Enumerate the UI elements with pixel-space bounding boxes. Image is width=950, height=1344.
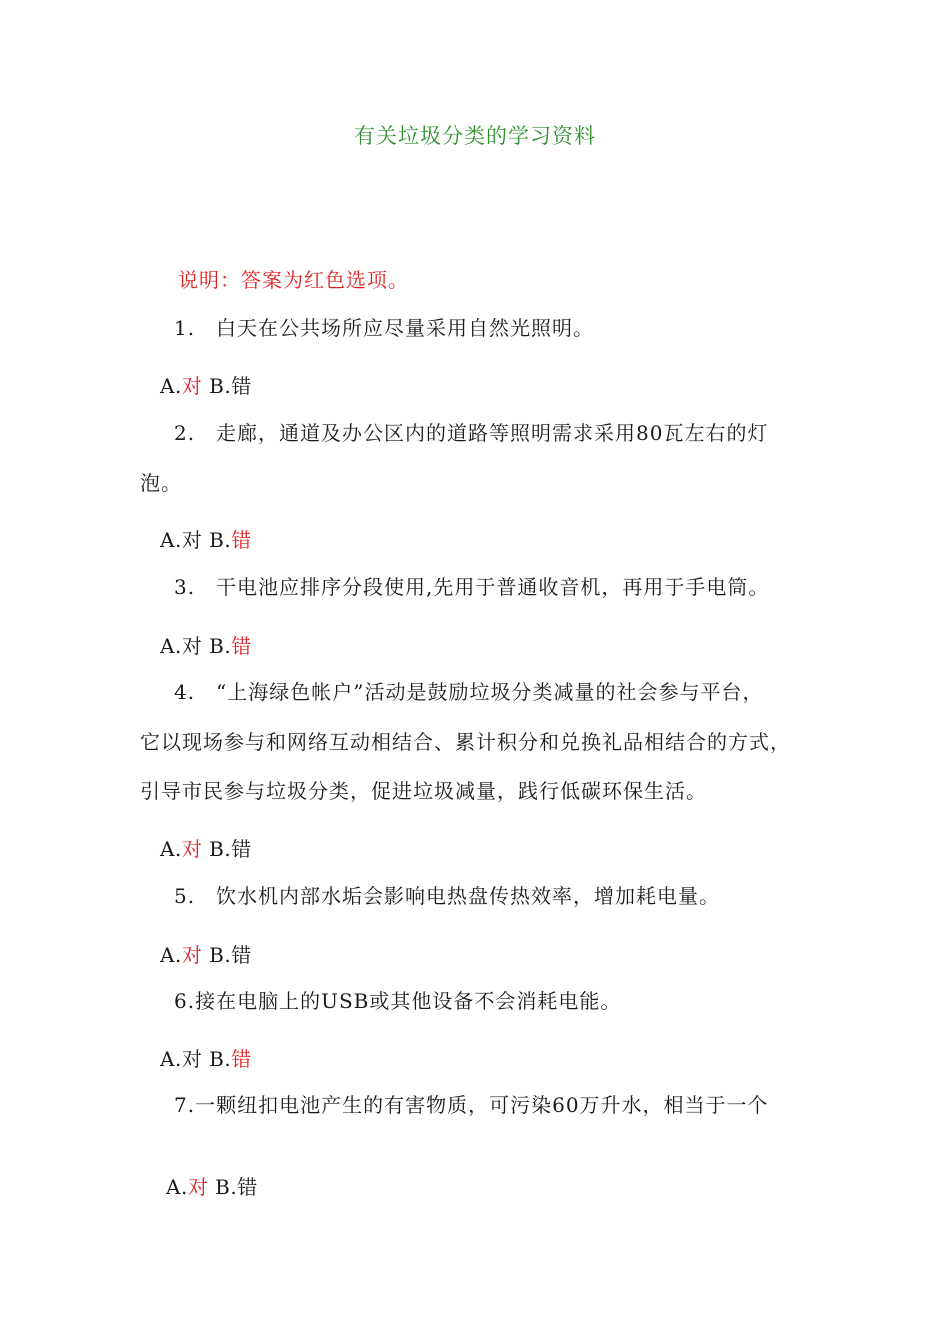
question-5 (174, 871, 720, 921)
option-a-label: 对 (181, 1047, 203, 1071)
option-a-label: 对 (181, 837, 203, 861)
option-b-label: 错 (231, 943, 252, 967)
question-text: 饮水机内部水垢会影响电热盘传热效率，增加耗电量。 (216, 884, 720, 908)
question-number: 4. (174, 680, 196, 704)
page-title: 有关垃圾分类的学习资料 (354, 124, 596, 148)
question-4-continued (140, 766, 707, 816)
question-text: “上海绿色帐户”活动是鼓励垃圾分类减量的社会参与平台， (216, 680, 764, 704)
question-text: 干电池应排序分段使用,先用于普通收音机，再用于手电筒。 (216, 575, 770, 599)
option-a-label: 对 (181, 528, 203, 552)
question-number: 6. (174, 989, 196, 1013)
question-number: 7. (174, 1093, 196, 1117)
option-b-prefix: B. (209, 837, 232, 861)
question-number: 1. (174, 316, 196, 340)
option-a-prefix: A. (160, 837, 182, 861)
answer-note: 说明：答案为红色选项。 (178, 268, 409, 292)
option-b-label: 错 (231, 837, 252, 861)
question-2 (174, 408, 768, 458)
question-text: 泡。 (140, 471, 182, 495)
option-a-label: 对 (181, 374, 203, 398)
option-b-label: 错 (237, 1175, 258, 1199)
option-b-prefix: B. (209, 374, 232, 398)
question-text: 它以现场参与和网络互动相结合、累计积分和兑换礼品相结合的方式， (140, 730, 791, 754)
option-b-label: 错 (231, 374, 252, 398)
question-number: 2. (174, 421, 196, 445)
option-b-label: 错 (231, 1047, 252, 1071)
option-a-label: 对 (181, 634, 203, 658)
options-2 (160, 524, 252, 553)
question-3 (174, 562, 769, 612)
option-a-prefix: A. (160, 528, 182, 552)
question-number: 3. (174, 575, 196, 599)
question-1 (174, 303, 594, 353)
option-b-prefix: B. (209, 528, 232, 552)
question-4 (174, 667, 763, 717)
question-number: 5. (174, 884, 196, 908)
question-7 (174, 1080, 769, 1130)
question-6 (174, 976, 621, 1026)
option-b-prefix: B. (209, 943, 232, 967)
options-6 (160, 1043, 252, 1072)
option-b-prefix: B. (209, 634, 232, 658)
option-a-prefix: A. (160, 943, 182, 967)
option-a-label: 对 (187, 1175, 209, 1199)
question-2-continued (140, 458, 182, 508)
options-4 (160, 833, 252, 862)
options-7 (166, 1171, 258, 1200)
question-text: 走廊，通道及办公区内的道路等照明需求采用80瓦左右的灯 (216, 421, 769, 445)
question-text: 引导市民参与垃圾分类，促进垃圾减量，践行低碳环保生活。 (140, 779, 707, 803)
option-b-label: 错 (231, 634, 252, 658)
option-a-prefix: A. (160, 374, 182, 398)
question-text: 一颗纽扣电池产生的有害物质，可污染60万升水，相当于一个 (195, 1093, 769, 1117)
options-1 (160, 370, 252, 399)
option-a-prefix: A. (160, 634, 182, 658)
options-3 (160, 630, 252, 659)
option-a-prefix: A. (160, 1047, 182, 1071)
question-4-continued (140, 717, 791, 767)
question-text: 接在电脑上的USB或其他设备不会消耗电能。 (195, 989, 622, 1013)
option-b-prefix: B. (209, 1047, 232, 1071)
options-5 (160, 939, 252, 968)
option-b-prefix: B. (215, 1175, 238, 1199)
question-text: 白天在公共场所应尽量采用自然光照明。 (216, 316, 594, 340)
option-b-label: 错 (231, 528, 252, 552)
option-a-prefix: A. (166, 1175, 188, 1199)
option-a-label: 对 (181, 943, 203, 967)
